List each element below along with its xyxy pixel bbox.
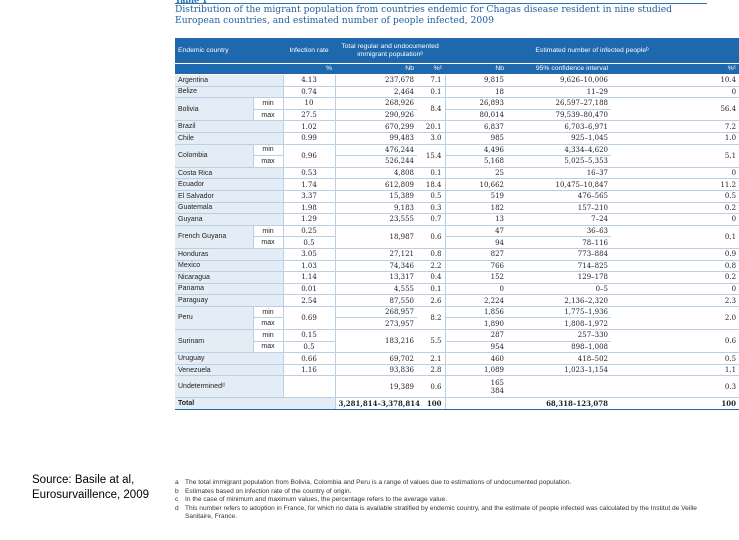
infection-rate-cell: 0.69: [283, 306, 335, 329]
country-cell: Surinam: [175, 330, 253, 353]
infected-pct-cell: 0.5: [611, 190, 739, 202]
population-pct-cell: 18.4: [417, 179, 445, 191]
infection-rate-cell: 1.16: [283, 364, 335, 376]
population-pct-cell: 2.2: [417, 260, 445, 272]
min-max-label: max: [253, 156, 283, 168]
data-table: [175, 38, 739, 410]
min-max-label: min: [253, 225, 283, 237]
country-cell: El Salvador: [175, 190, 283, 202]
infected-nb-cell: 165 384: [445, 376, 507, 398]
header-infection-rate: Infection rate: [283, 38, 335, 64]
table-row: [175, 283, 739, 295]
table-row: [175, 144, 739, 156]
infected-pct-cell: 0.2: [611, 272, 739, 284]
table-row: [175, 86, 739, 98]
ci-cell: 0–5: [507, 283, 611, 295]
footnote-d: d This number refers to adoption in France, for which no data is available stratified by endemic country, and the estimate of people infected was calculated by the Institut de Veille Sanitaire, France.: [175, 504, 697, 521]
ci-cell: 6,703–6,971: [507, 121, 611, 133]
infection-rate-cell: 1.29: [283, 214, 335, 226]
ci-cell: 9,626–10,006: [507, 75, 611, 87]
table-row: [175, 330, 739, 342]
country-cell: Uruguay: [175, 353, 283, 365]
country-cell: French Guyana: [175, 225, 253, 248]
infection-rate-cell: 0.53: [283, 167, 335, 179]
population-cell: 13,317: [335, 272, 417, 284]
infected-nb-cell: 26,893: [445, 98, 507, 110]
infected-nb-cell: 152: [445, 272, 507, 284]
ci-cell: 4,334–4,620: [507, 144, 611, 156]
min-max-label: max: [253, 318, 283, 330]
infection-rate-cell: 2.54: [283, 295, 335, 307]
country-cell: Paraguay: [175, 295, 283, 307]
infected-pct-cell: 56.4: [611, 98, 739, 121]
infected-nb-cell: 25: [445, 167, 507, 179]
ci-cell: 898–1,008: [507, 341, 611, 353]
country-cell: Guyana: [175, 214, 283, 226]
footnote-a: a The total immigrant population from Bolivia, Colombia and Peru is a range of values due to estimations of undocumented population.: [175, 479, 572, 486]
population-cell: 268,957: [335, 306, 417, 318]
header-nb2: Nb: [445, 64, 507, 75]
infected-pct-cell: 0: [611, 86, 739, 98]
infection-rate-cell: 0.99: [283, 132, 335, 144]
infection-rate-cell: 0.01: [283, 283, 335, 295]
ci-cell: 773–884: [507, 248, 611, 260]
population-cell: 15,389: [335, 190, 417, 202]
population-pct-cell: 2.6: [417, 295, 445, 307]
infected-nb-cell: 460: [445, 353, 507, 365]
country-cell: Ecuador: [175, 179, 283, 191]
population-pct-cell: 5.5: [417, 330, 445, 353]
infected-pct-cell: 0.9: [611, 248, 739, 260]
infected-pct-cell: 0.6: [611, 330, 739, 353]
country-cell: Belize: [175, 86, 283, 98]
infected-pct-cell: 7.2: [611, 121, 739, 133]
infection-rate-cell: 3.05: [283, 248, 335, 260]
table-row: [175, 75, 739, 87]
infection-rate-cell: 1.74: [283, 179, 335, 191]
infected-pct-cell: 1.1: [611, 364, 739, 376]
footnote-b: b Estimates based on infection rate of the country of origin.: [175, 487, 352, 495]
infection-rate-cell: 3.37: [283, 190, 335, 202]
infection-rate-cell: [283, 376, 335, 398]
infection-rate-cell: 0.5: [283, 237, 335, 249]
population-cell: 18,987: [335, 225, 417, 248]
ci-cell: 7–24: [507, 214, 611, 226]
total-label: Total: [175, 398, 335, 410]
population-cell: 526,244: [335, 156, 417, 168]
table-row: [175, 98, 739, 110]
infected-nb-cell: 827: [445, 248, 507, 260]
population-pct-cell: 20.1: [417, 121, 445, 133]
infected-nb-cell: 766: [445, 260, 507, 272]
infection-rate-cell: 1.98: [283, 202, 335, 214]
infected-nb-cell: 13: [445, 214, 507, 226]
min-max-label: min: [253, 306, 283, 318]
population-cell: 4,555: [335, 283, 417, 295]
ci-cell: 257–330: [507, 330, 611, 342]
header-pct: %: [283, 64, 335, 75]
country-cell: Panama: [175, 283, 283, 295]
population-pct-cell: 0.6: [417, 225, 445, 248]
total-infected-pct: 100: [611, 398, 739, 410]
infection-rate-cell: 4.13: [283, 75, 335, 87]
population-cell: 670,299: [335, 121, 417, 133]
population-cell: 99,483: [335, 132, 417, 144]
infection-rate-cell: 27.5: [283, 109, 335, 121]
infected-pct-cell: 5.1: [611, 144, 739, 167]
ci-cell: 36–63: [507, 225, 611, 237]
infected-nb-cell: 1,089: [445, 364, 507, 376]
infected-nb-cell: 2,224: [445, 295, 507, 307]
infected-nb-cell: 519: [445, 190, 507, 202]
country-cell: Costa Rica: [175, 167, 283, 179]
header-country: Endemic country: [175, 38, 283, 64]
ci-cell: 78–116: [507, 237, 611, 249]
infected-nb-cell: 182: [445, 202, 507, 214]
infected-nb-cell: 954: [445, 341, 507, 353]
infection-rate-cell: 1.03: [283, 260, 335, 272]
header-estimated: Estimated number of infected peopleᵇ: [445, 38, 739, 64]
ci-cell: 10,475–10,847: [507, 179, 611, 191]
table-row: [175, 260, 739, 272]
header-nb: Nb: [335, 64, 417, 75]
infected-nb-cell: 9,815: [445, 75, 507, 87]
min-max-label: max: [253, 237, 283, 249]
table-row: [175, 202, 739, 214]
population-cell: 69,702: [335, 353, 417, 365]
ci-cell: 16–37: [507, 167, 611, 179]
infected-nb-cell: 18: [445, 86, 507, 98]
population-cell: 93,836: [335, 364, 417, 376]
population-pct-cell: 0.5: [417, 190, 445, 202]
min-max-label: min: [253, 98, 283, 110]
country-cell: Venezuela: [175, 364, 283, 376]
infected-pct-cell: 2.3: [611, 295, 739, 307]
total-infected: 68,318–123,078: [445, 398, 611, 410]
population-cell: 273,957: [335, 318, 417, 330]
document-page: [163, 0, 737, 540]
population-pct-cell: 0.7: [417, 214, 445, 226]
infected-nb-cell: 1,856: [445, 306, 507, 318]
population-cell: 19,389: [335, 376, 417, 398]
infected-pct-cell: 0: [611, 214, 739, 226]
population-pct-cell: 2.1: [417, 353, 445, 365]
ci-cell: 5,025–5,353: [507, 156, 611, 168]
infection-rate-cell: 0.5: [283, 341, 335, 353]
population-pct-cell: 0.1: [417, 283, 445, 295]
infected-pct-cell: 10.4: [611, 75, 739, 87]
population-pct-cell: 0.4: [417, 272, 445, 284]
infected-nb-cell: 985: [445, 132, 507, 144]
ci-cell: 79,539–80,470: [507, 109, 611, 121]
total-row: [175, 398, 739, 410]
country-cell: Undeterminedᵈ: [175, 376, 283, 398]
population-cell: 612,809: [335, 179, 417, 191]
population-cell: 87,550: [335, 295, 417, 307]
infected-pct-cell: 0.8: [611, 260, 739, 272]
country-cell: Colombia: [175, 144, 253, 167]
table-row: [175, 364, 739, 376]
table-row: [175, 179, 739, 191]
header-pct-c2: %ᶜ: [611, 64, 739, 75]
population-pct-cell: 3.0: [417, 132, 445, 144]
table-row: [175, 272, 739, 284]
population-cell: 4,808: [335, 167, 417, 179]
infection-rate-cell: 0.15: [283, 330, 335, 342]
min-max-label: min: [253, 144, 283, 156]
table-row: [175, 225, 739, 237]
infected-pct-cell: 11.2: [611, 179, 739, 191]
infected-nb-cell: 5,168: [445, 156, 507, 168]
population-pct-cell: 0.1: [417, 86, 445, 98]
population-pct-cell: 0.1: [417, 167, 445, 179]
header-pct-c: %ᶜ: [417, 64, 445, 75]
infected-pct-cell: 1.0: [611, 132, 739, 144]
ci-cell: 1,775–1,936: [507, 306, 611, 318]
infection-rate-cell: 0.74: [283, 86, 335, 98]
infected-nb-cell: 10,662: [445, 179, 507, 191]
infected-pct-cell: 0: [611, 167, 739, 179]
table-row: [175, 167, 739, 179]
population-cell: 268,926: [335, 98, 417, 110]
population-cell: 9,183: [335, 202, 417, 214]
population-cell: 2,464: [335, 86, 417, 98]
infection-rate-cell: 0.25: [283, 225, 335, 237]
population-cell: 23,555: [335, 214, 417, 226]
table-row: [175, 376, 739, 398]
infected-pct-cell: 0.2: [611, 202, 739, 214]
table-title: Distribution of the migrant population from countries endemic for Chagas disease resident in nine studied European countries, and estimated number of people infected, 2009: [175, 4, 673, 26]
infected-nb-cell: 4,496: [445, 144, 507, 156]
ci-cell: 1,808–1,972: [507, 318, 611, 330]
population-cell: 476,244: [335, 144, 417, 156]
country-cell: Guatemala: [175, 202, 283, 214]
country-cell: Peru: [175, 306, 253, 329]
infected-nb-cell: 94: [445, 237, 507, 249]
population-cell: 237,678: [335, 75, 417, 87]
table-row: [175, 295, 739, 307]
country-cell: Honduras: [175, 248, 283, 260]
infected-nb-cell: 1,890: [445, 318, 507, 330]
ci-cell: 714–825: [507, 260, 611, 272]
population-pct-cell: 7.1: [417, 75, 445, 87]
infected-nb-cell: 0: [445, 283, 507, 295]
ci-cell: 129–178: [507, 272, 611, 284]
table-row: [175, 132, 739, 144]
table-row: [175, 248, 739, 260]
min-max-label: max: [253, 341, 283, 353]
infected-pct-cell: 0.1: [611, 225, 739, 248]
country-cell: Mexico: [175, 260, 283, 272]
population-pct-cell: 8.4: [417, 98, 445, 121]
infected-pct-cell: 0.3: [611, 376, 739, 398]
footnotes: [175, 479, 710, 522]
population-cell: 183,216: [335, 330, 417, 353]
infection-rate-cell: 0.66: [283, 353, 335, 365]
ci-cell: [507, 376, 611, 398]
infected-pct-cell: 0.5: [611, 353, 739, 365]
total-population-pct: 100: [417, 398, 445, 410]
country-cell: Brazil: [175, 121, 283, 133]
population-cell: 74,346: [335, 260, 417, 272]
infection-rate-cell: 10: [283, 98, 335, 110]
infected-nb-cell: 6,837: [445, 121, 507, 133]
infected-nb-cell: 287: [445, 330, 507, 342]
source-caption: Source: Basile at al, Eurosurvaillence, 2009: [32, 474, 149, 501]
population-pct-cell: 0.3: [417, 202, 445, 214]
ci-cell: 1,023–1,154: [507, 364, 611, 376]
ci-cell: 476–565: [507, 190, 611, 202]
country-cell: Chile: [175, 132, 283, 144]
country-cell: Bolivia: [175, 98, 253, 121]
table-row: [175, 306, 739, 318]
table-row: [175, 214, 739, 226]
infected-nb-cell: 47: [445, 225, 507, 237]
infection-rate-cell: 1.02: [283, 121, 335, 133]
infected-nb-cell: 80,014: [445, 109, 507, 121]
infected-pct-cell: 0: [611, 283, 739, 295]
ci-cell: 925–1,045: [507, 132, 611, 144]
infection-rate-cell: 0.96: [283, 144, 335, 167]
ci-cell: 418–502: [507, 353, 611, 365]
footnote-c: c In the case of minimum and maximum values, the percentage refers to the average value.: [175, 496, 448, 504]
population-cell: 290,926: [335, 109, 417, 121]
ci-cell: 26,597–27,188: [507, 98, 611, 110]
population-pct-cell: 0.6: [417, 376, 445, 398]
country-cell: Argentina: [175, 75, 283, 87]
population-pct-cell: 15.4: [417, 144, 445, 167]
infection-rate-cell: 1.14: [283, 272, 335, 284]
ci-cell: 2,136–2,320: [507, 295, 611, 307]
population-pct-cell: 0.8: [417, 248, 445, 260]
header-immigrant-pop: Total regular and undocumented immigrant populationᵃ: [335, 38, 445, 64]
min-max-label: min: [253, 330, 283, 342]
ci-cell: 11–29: [507, 86, 611, 98]
population-cell: 27,121: [335, 248, 417, 260]
country-cell: Nicaragua: [175, 272, 283, 284]
table-row: [175, 190, 739, 202]
header-ci: 95% confidence interval: [507, 64, 611, 75]
table-row: [175, 121, 739, 133]
min-max-label: max: [253, 109, 283, 121]
population-pct-cell: 2.8: [417, 364, 445, 376]
table-row: [175, 353, 739, 365]
population-pct-cell: 8.2: [417, 306, 445, 329]
ci-cell: 157–210: [507, 202, 611, 214]
total-population: 3,281,814–3,378,814: [335, 398, 417, 410]
infected-pct-cell: 2.0: [611, 306, 739, 329]
